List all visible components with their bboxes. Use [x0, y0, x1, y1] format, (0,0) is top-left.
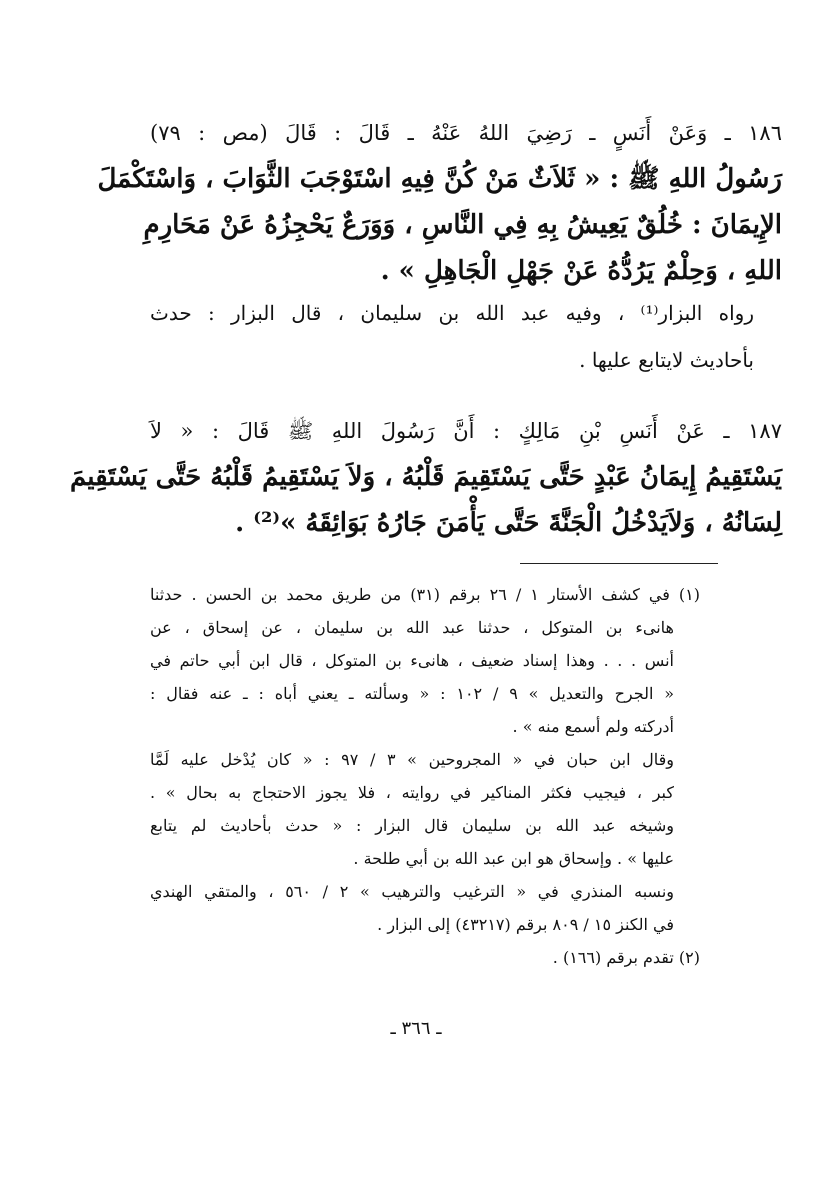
footnote-line: (٢) تقدم برقم (١٦٦) .	[552, 948, 700, 967]
hadith-186	[97, 110, 782, 294]
footnote-line: عليها » . وإسحاق هو ابن عبد الله بن أبي طلحة .	[353, 849, 674, 868]
footnote-line: كبر ، فيجيب فكثر المناكير في روايته ، فلا يجوز الاحتجاج به بحال » .	[150, 783, 674, 802]
footnote-line: أدركته ولم أسمع منه » .	[512, 717, 674, 736]
footnote-line: وقال ابن حبان في « المجروحين » ٣ / ٩٧ : « كان يُدْخل عليه لَمَّا	[150, 750, 675, 769]
footnote-line: هانىء بن المتوكل ، حدثنا عبد الله بن سليمان ، عن إسحاق ، عن	[150, 618, 674, 637]
hadith-186-line-4: اللهِ ، وَحِلْمٌ يَرُدُّهُ عَنْ جَهْلِ الْجَاهِلِ » .	[380, 256, 782, 286]
hadith-186-line-1: ١٨٦ ـ وَعَنْ أَنَسٍ ـ رَضِيَ اللهُ عَنْهُ ـ قَالَ : قَالَ (مص : ٧٩)	[150, 121, 782, 145]
footnotes	[150, 578, 700, 974]
hadith-186-line-3: الإِيمَانَ : خُلُقٌ يَعِيشُ بِهِ فِي النَّاسِ ، وَوَرَعٌ يَحْجِزُهُ عَنْ مَحَارِمِ	[143, 210, 782, 240]
hadith-186-line-2: رَسُولُ اللهِ ﷺ : « ثَلاَثٌ مَنْ كُنَّ فِيهِ اسْتَوْجَبَ الثَّوَابَ ، وَاسْتَكْمَلَ	[97, 164, 782, 194]
footnote-line: وشيخه عبد الله بن سليمان قال البزار : « حدث بأحاديث لم يتابع	[150, 816, 674, 835]
commentary-line-1: رواه البزار⁽¹⁾ ، وفيه عبد الله بن سليمان ، قال البزار : حدث	[150, 301, 754, 325]
footnote-line: أنس . . . وهذا إسناد ضعيف ، هانىء بن المتوكل ، قال ابن أبي حاتم في	[150, 651, 674, 670]
footnote-line: ونسبه المنذري في « الترغيب والترهيب » ٢ / ٥٦٠ ، والمتقي الهندي	[150, 882, 675, 901]
hadith-187	[70, 408, 782, 546]
hadith-187-line-2: يَسْتَقِيمُ إِيمَانُ عَبْدٍ حَتَّى يَسْتَقِيمَ قَلْبُهُ ، وَلاَ يَسْتَقِيمُ قَلْبُهُ حَتَّى يَسْتَقِيمَ	[70, 462, 782, 492]
footnote-line: (١) في كشف الأستار ١ / ٢٦ برقم (٣١) من طريق محمد بن الحسن . حدثنا	[150, 585, 701, 604]
hadith-187-line-1: ١٨٧ ـ عَنْ أَنَسِ بْنِ مَالِكٍ : أَنَّ رَسُولَ اللهِ ﷺ قَالَ : « لاَ	[150, 419, 782, 443]
commentary-line-2: بأحاديث لايتابع عليها .	[579, 348, 754, 372]
hadith-186-commentary	[150, 290, 754, 384]
hadith-187-line-3: لِسَانُهُ ، وَلاَيَدْخُلُ الْجَنَّةَ حَتَّى يَأْمَنَ جَارُهُ بَوَائِقَهُ »⁽²⁾ .	[235, 508, 782, 538]
footnote-line: في الكنز ١٥ / ٨٠٩ برقم (٤٣٢١٧) إلى البزار .	[377, 915, 674, 934]
page-number: ـ ٣٦٦ ـ	[390, 1018, 442, 1039]
footnote-separator	[520, 563, 718, 564]
footnote-line: « الجرح والتعديل » ٩ / ١٠٢ : « وسألته ـ يعني أباه : ـ عنه فقال :	[150, 684, 675, 703]
